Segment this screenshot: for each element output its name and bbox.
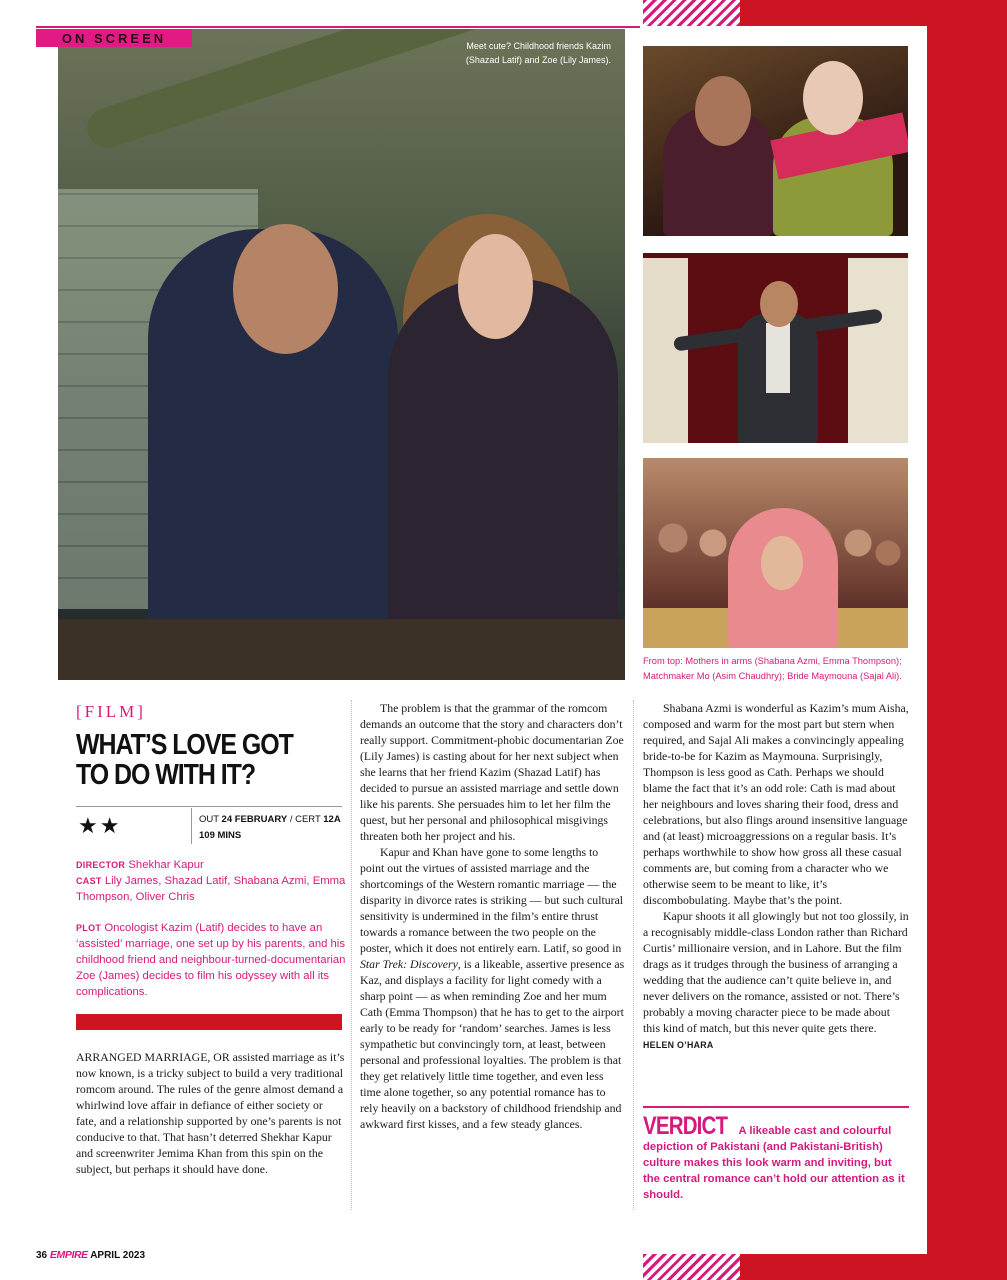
- side-photos-caption: From top: Mothers in arms (Shabana Azmi, Emma Thompson); Matchmaker Mo (Asim Chaudhry); Bride Maymouna (Sajal Ali).: [643, 656, 902, 681]
- main-photo: [58, 29, 625, 680]
- meta-divider: [191, 808, 192, 844]
- plot-text: Oncologist Kazim (Latif) decides to have an ‘assisted’ marriage, one set up by his parents, and his childhood friend and neighbour-turned-documentarian Zoe (James) decides to film his odyssey with all its complications.: [76, 922, 346, 998]
- column-rule: [633, 700, 634, 1210]
- show-title: Star Trek: Discovery: [360, 957, 458, 971]
- page-number: 36: [36, 1250, 48, 1261]
- side-photo-bride: [643, 458, 908, 648]
- banner-right: [848, 258, 908, 443]
- release-date: 24 FEBRUARY: [221, 814, 288, 825]
- review-title: WHAT’S LOVE GOT TO DO WITH IT?: [76, 729, 293, 791]
- body-column-1: [76, 1049, 346, 1177]
- cast: Lily James, Shazad Latif, Shabana Azmi, Emma Thompson, Oliver Chris: [76, 875, 346, 903]
- matchmaker-head: [760, 281, 798, 327]
- matchmaker-shirt: [766, 323, 790, 393]
- credits: [76, 857, 346, 905]
- body-column-2: [360, 700, 625, 1132]
- body-paragraph: ARRANGED MARRIAGE, OR assisted marriage as it’s now known, is a tricky subject to build a very traditional romcom around. The rules of the genre almost demand a whirlwind love affair in defiance of either society or fate, and a relationship supported by one’s parents is not conducive to that. That hasn’t deterred Shekhar Kapur and screenwriter Jemima Khan from this spin on the subject, but perhaps it should have done.: [76, 1050, 345, 1176]
- body-paragraph: [360, 844, 625, 1132]
- certificate: 12A: [323, 814, 341, 825]
- director: Shekhar Kapur: [128, 859, 204, 871]
- runtime: 109 MINS: [199, 830, 242, 841]
- plot-summary: [76, 920, 346, 1000]
- column-rule: [351, 700, 352, 1210]
- head-emma: [803, 61, 863, 135]
- main-photo-caption: Meet cute? Childhood friends Kazim (Shazad Latif) and Zoe (Lily James).: [465, 41, 611, 65]
- page-footer: [36, 1249, 145, 1261]
- plot-label: PLOT: [76, 923, 102, 933]
- category-tag: [FILM]: [76, 702, 146, 721]
- magazine-logo: EMPIRE: [49, 1249, 88, 1261]
- director-label: DIRECTOR: [76, 860, 126, 870]
- star-rating: ★★: [78, 814, 122, 839]
- man-head: [233, 224, 338, 354]
- bench: [58, 619, 625, 680]
- bride-face: [761, 536, 803, 590]
- side-photo-matchmaker: [643, 253, 908, 443]
- body-paragraph: The problem is that the grammar of the romcom demands an outcome that the story and characters don’t really support. Commitment-phobic documentarian Zoe (Lily James) is casting about for her next subject when she learns that her friend Kazim (Shazad Latif) has decided to pursue an assisted marriage and settle down like his parents. She persuades him to let her film the quest, but her personal and philosophical misgivings threaten both her project and his.: [360, 701, 624, 843]
- body-paragraph: Shabana Azmi is wonderful as Kazim’s mum Aisha, composed and warm for the most part but stern when required, and Sajal Ali makes a convincingly appealing bride-to-be for Kazim as Maymouna. Surprisingly, Thompson is less good as Cath. Perhaps we should blame the fact that it’s an odd role: Cath is mad about her neighbours and loves sharing their food, dress and celebrations, but also flings around insensitive language and (at least) microaggressions on a regular basis. It’s perhaps worthwhile to show how gross all these casual comments are, but coming from a character who we otherwise seem to be meant to like, it’s discombobulating. Maybe that’s the point.: [643, 701, 909, 907]
- issue-date: APRIL 2023: [90, 1250, 146, 1261]
- verdict-text: A likeable cast and colourful depiction of Pakistani (and Pakistani-British) culture makes this look warm and inviting, but the central romance can’t hold our attention as it should.: [643, 1125, 905, 1201]
- rating-rule: [76, 806, 342, 807]
- top-stripes: [643, 0, 740, 26]
- head-shabana: [695, 76, 751, 146]
- woman-face: [458, 234, 533, 339]
- verdict-label: VERDICT: [643, 1112, 728, 1140]
- release-meta: [199, 812, 344, 844]
- tree-branch: [82, 29, 494, 153]
- byline: HELEN O’HARA: [643, 1040, 714, 1050]
- body-text: Kapur shoots it all glowingly but not too glossily, in a recognisably middle-class London rather than Richard Curtis’ millionaire version, and in Lahore. But the film drags as it trudges through the business of arranging a wedding that the audience can’t quite believe in, and never delivers on the romance, assisted or not. There’s probably a moving character piece to be made about this kind of match, but this never quite gets there.: [643, 909, 909, 1035]
- body-text: , is a likeable, assertive presence as Kaz, and displays a facility for light comedy with a sharp point — as when reminding Zoe and her mum Cath (Emma Thompson) that he has to get to the airport early to be ready for ‘random’ searches. James is less sympathetic but convincingly torn, at least, between personal and professional loyalties. The problem is that they get relatively little time together, and even less time alone together, so any potential romance has to rely heavily on a backstory of childhood friendship and awkward first kisses, and a few steady glances.: [360, 957, 625, 1131]
- bottom-stripes: [643, 1254, 740, 1280]
- body-paragraph: [643, 908, 909, 1053]
- body-text: Kapur and Khan have gone to some lengths to point out the virtues of assisted marriage and the shortcomings of the Western romantic marriage — the disparity in divorce rates is striking — but such cultural sensitivity is undermined in the film’s entire thrust towards a romance between the two people on the poster, which it does not entirely earn. Latif, so good in: [360, 845, 624, 955]
- cast-label: CAST: [76, 876, 102, 886]
- red-divider-bar: [76, 1014, 342, 1030]
- cert-label: CERT: [295, 814, 321, 825]
- out-label: OUT: [199, 814, 219, 825]
- body-column-3: [643, 700, 909, 1053]
- side-photo-mothers: [643, 46, 908, 236]
- verdict: [643, 1112, 909, 1203]
- top-rule: [36, 26, 640, 28]
- meta-separator: /: [289, 814, 293, 825]
- section-tag: ON SCREEN: [36, 29, 192, 47]
- verdict-rule: [643, 1106, 909, 1108]
